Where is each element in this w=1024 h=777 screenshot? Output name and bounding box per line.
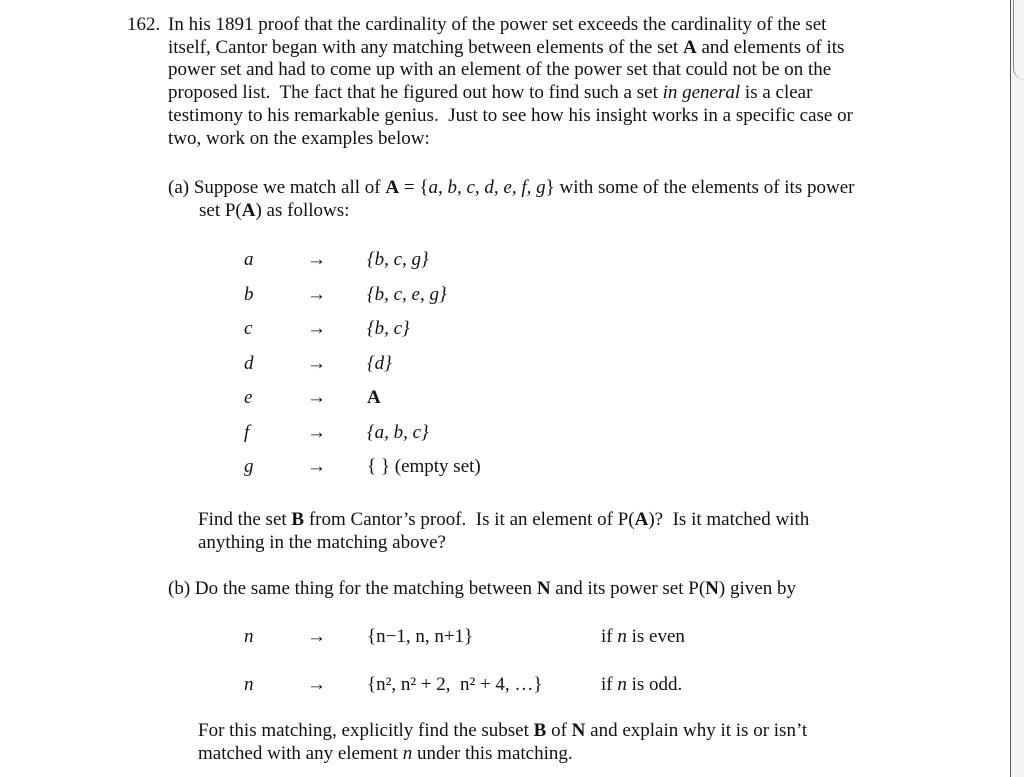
page-curl bbox=[1013, 0, 1024, 80]
matching-row-a bbox=[0, 387, 1000, 409]
matching-row-b bbox=[0, 626, 1000, 648]
problem-number: 162. bbox=[127, 14, 161, 35]
element: f bbox=[244, 421, 250, 443]
part-b-prompt: (b) Do the same thing for the matching between N and its power set P(N) given by bbox=[168, 578, 796, 599]
element: n bbox=[244, 626, 254, 647]
matching-row-a bbox=[0, 456, 1000, 478]
matching-row-a bbox=[0, 318, 1000, 340]
arrow: → bbox=[307, 249, 326, 270]
intro-line: In his 1891 proof that the cardinality of the power set exceeds the cardinality of the set bbox=[168, 14, 827, 35]
page-edge-strip bbox=[1011, 0, 1024, 777]
question-line: Find the set B from Cantor’s proof. Is it an element of P(A)? Is it matched with bbox=[198, 509, 810, 530]
arrow: → bbox=[307, 456, 326, 477]
question-line: For this matching, explicitly find the subset B of N and explain why it is or isn’t bbox=[198, 720, 808, 741]
matched-set: {b, c} bbox=[367, 318, 410, 339]
matching-row-a bbox=[0, 284, 1000, 306]
arrow: → bbox=[307, 283, 326, 305]
element: c bbox=[244, 318, 253, 339]
condition: if n is even bbox=[601, 626, 685, 647]
matched-set: {a, b, c} bbox=[367, 421, 429, 443]
part-b-question bbox=[198, 720, 807, 765]
matched-set: {b, c, g} bbox=[367, 249, 429, 270]
part-a-prompt bbox=[168, 177, 854, 222]
arrow: → bbox=[307, 352, 326, 374]
intro-line: proposed list. The fact that he figured out how to find such a set in general is a clear bbox=[168, 82, 813, 104]
arrow: → bbox=[307, 421, 326, 443]
arrow: → bbox=[307, 674, 326, 695]
element: e bbox=[244, 387, 253, 408]
condition: if n is odd. bbox=[601, 674, 683, 695]
matching-row-a bbox=[0, 422, 1000, 444]
element: a bbox=[244, 249, 254, 270]
element: b bbox=[244, 283, 254, 305]
intro-paragraph bbox=[168, 14, 853, 150]
question-line: anything in the matching above? bbox=[198, 531, 446, 553]
matching-row-a bbox=[0, 353, 1000, 375]
matching-row-b bbox=[0, 674, 1000, 696]
arrow: → bbox=[307, 626, 326, 647]
intro-line: power set and had to come up with an element of the power set that could not be on the bbox=[168, 59, 832, 81]
set: {n−1, n, n+1} bbox=[367, 626, 474, 647]
matched-set: {b, c, e, g} bbox=[367, 283, 447, 305]
matched-set: { } (empty set) bbox=[367, 456, 481, 477]
arrow: → bbox=[307, 318, 326, 339]
arrow: → bbox=[307, 387, 326, 408]
matching-row-a bbox=[0, 249, 1000, 271]
intro-line: itself, Cantor began with any matching between elements of the set A and elements of its bbox=[168, 36, 845, 58]
question-line: matched with any element n under this matching. bbox=[198, 742, 573, 764]
page-right-border bbox=[1010, 0, 1011, 777]
element: d bbox=[244, 352, 254, 374]
set: {n², n² + 2, n² + 4, …} bbox=[367, 674, 543, 695]
matched-set: A bbox=[367, 387, 381, 408]
intro-line: two, work on the examples below: bbox=[168, 127, 430, 149]
element: g bbox=[244, 456, 254, 477]
part-a-line: set P(A) as follows: bbox=[199, 199, 350, 221]
part-a-line: (a) Suppose we match all of A = {a, b, c, d, e, f, g} with some of the elements of its power bbox=[168, 177, 855, 198]
part-a-question bbox=[198, 509, 809, 554]
intro-line: testimony to his remarkable genius. Just to see how his insight works in a specific case or bbox=[168, 104, 853, 126]
matched-set: {d} bbox=[367, 352, 392, 374]
element: n bbox=[244, 674, 254, 695]
